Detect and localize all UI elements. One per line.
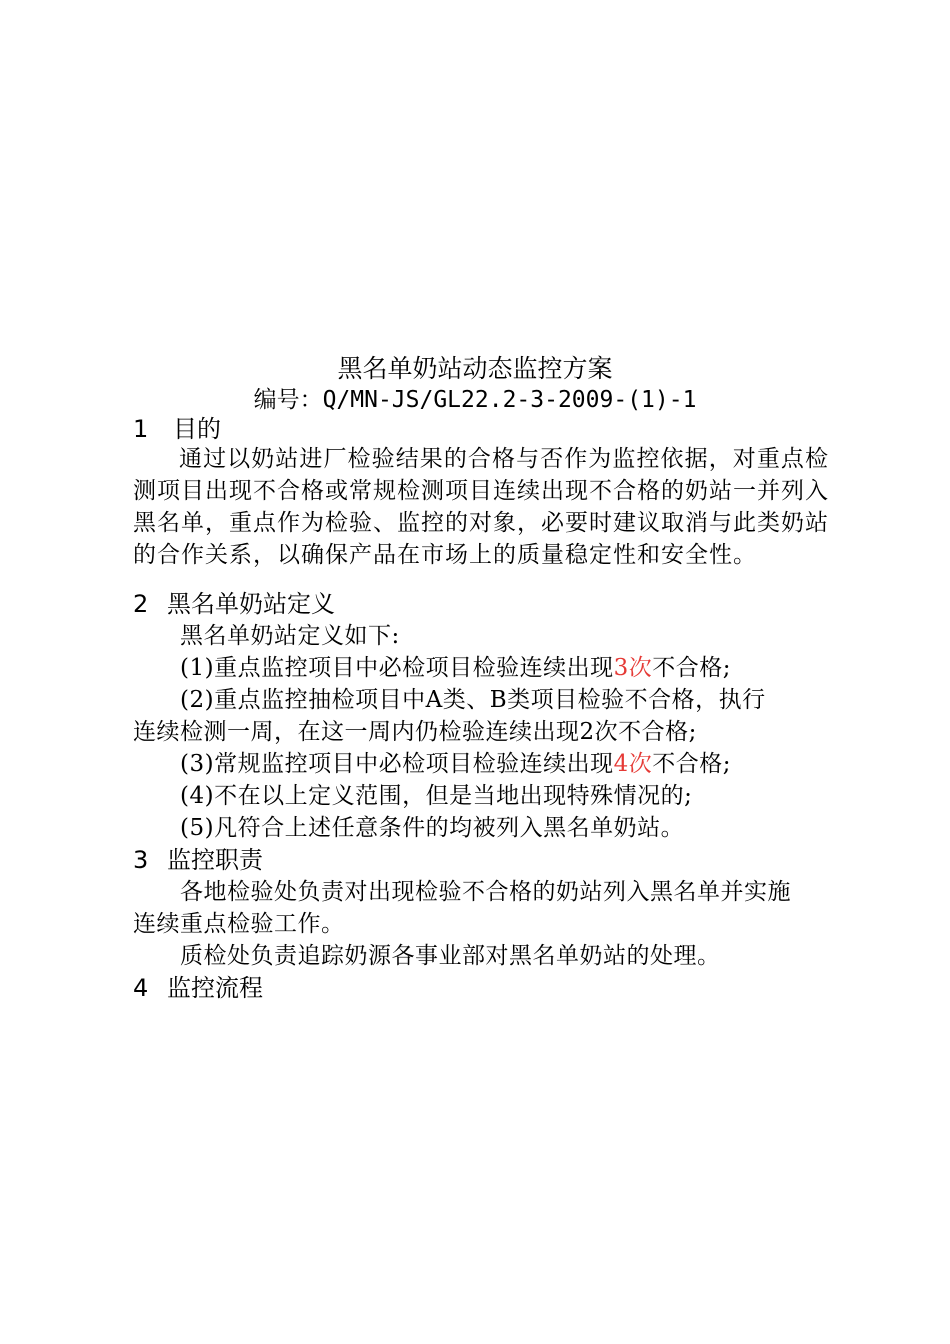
- section-3-heading: [133, 844, 263, 876]
- section-3-title: 监控职责: [167, 846, 263, 874]
- definition-item-5: (5)凡符合上述任意条件的均被列入黑名单奶站。: [180, 815, 685, 841]
- section-3-paragraph-1-line-1: 各地检验处负责对出现检验不合格的奶站列入黑名单并实施: [180, 879, 791, 905]
- definition-item-3-text: (3)常规监控项目中必检项目检验连续出现: [180, 751, 614, 777]
- section-1-title: 目的: [173, 415, 221, 443]
- section-3-paragraph-2: 质检处负责追踪奶源各事业部对黑名单奶站的处理。: [180, 943, 721, 969]
- section-2-heading: [133, 588, 335, 620]
- section-3-number: 3: [133, 846, 149, 874]
- definition-item-1-text: (1)重点监控项目中必检项目检验连续出现: [180, 655, 614, 681]
- section-2-number: 2: [133, 590, 149, 618]
- definition-item-2-line-1: (2)重点监控抽检项目中A类、B类项目检验不合格，执行: [180, 687, 766, 713]
- definition-item-4: (4)不在以上定义范围，但是当地出现特殊情况的;: [180, 783, 693, 809]
- definition-item-1-highlight: 3次: [613, 655, 653, 681]
- section-4-heading: [133, 972, 263, 1004]
- document-title: 黑名单奶站动态监控方案: [337, 354, 613, 383]
- section-1-heading: [133, 413, 221, 445]
- section-2-title: 黑名单奶站定义: [167, 590, 335, 618]
- definition-item-1: [180, 652, 731, 684]
- document-number: 编号：Q/MN-JS/GL22.2-3-2009-(1)-1: [253, 387, 697, 413]
- section-4-number: 4: [133, 974, 149, 1002]
- section-4-title: 监控流程: [167, 974, 263, 1002]
- section-1-number: 1: [133, 415, 149, 443]
- section-2-intro: 黑名单奶站定义如下:: [180, 623, 400, 649]
- section-3-paragraph-1-line-2: 连续重点检验工作。: [133, 911, 345, 937]
- definition-item-3-suffix: 不合格;: [652, 751, 731, 777]
- definition-item-3-highlight: 4次: [613, 751, 653, 777]
- definition-item-1-suffix: 不合格;: [652, 655, 731, 681]
- section-1-paragraph: 通过以奶站进厂检验结果的合格与否作为监控依据，对重点检测项目出现不合格或常规检测项目连续出现不合格的奶站一并列入黑名单，重点作为检验、监控的对象，必要时建议取消与此类奶站的合作关系，以确保产品在市场上的质量稳定性和安全性。: [133, 446, 829, 568]
- definition-item-2-line-2: 连续检测一周，在这一周内仍检验连续出现2次不合格;: [133, 719, 697, 745]
- definition-item-3: [180, 748, 731, 780]
